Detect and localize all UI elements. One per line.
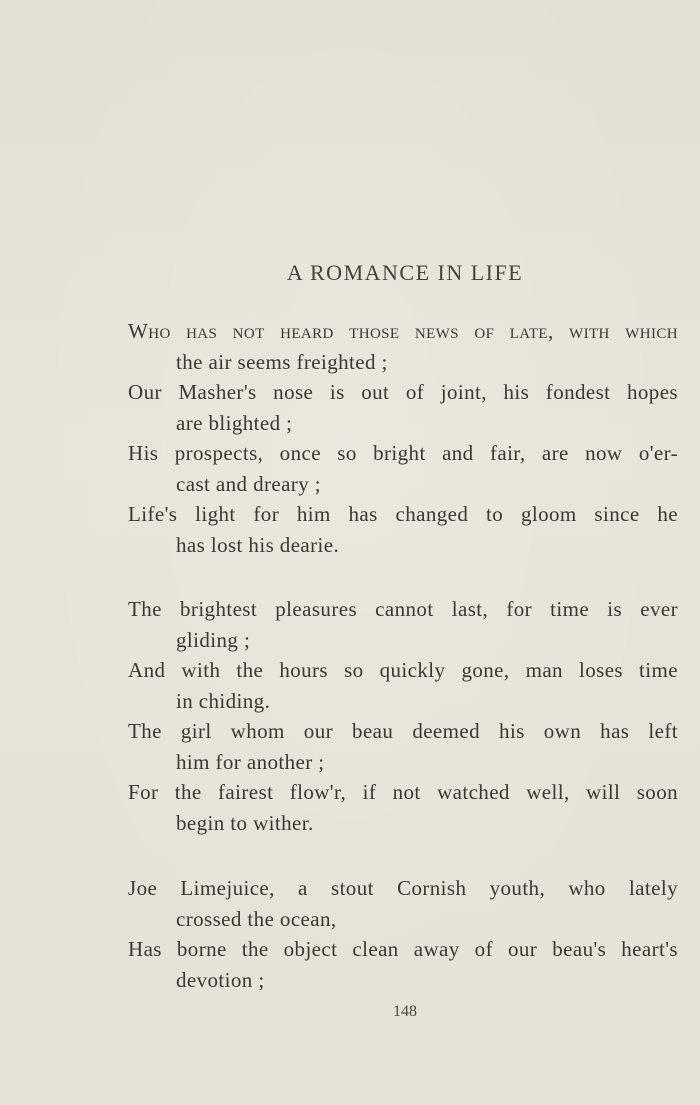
verse-line-first: Our Masher's nose is out of joint, his fondest hopes <box>128 380 678 404</box>
verse-line-continuation: the air seems freighted ; <box>176 349 388 374</box>
verse-line-continuation: begin to wither. <box>176 810 314 835</box>
stanza-2 <box>128 594 678 838</box>
verse-line-continuation: cast and dreary ; <box>176 471 321 496</box>
verse-line <box>128 873 678 934</box>
verse-line-first: Has borne the object clean away of our beau's heart's <box>128 937 678 961</box>
page-number: 148 <box>393 1003 417 1020</box>
verse-line-first: Who has not heard those news of late, with which <box>128 319 678 343</box>
verse-line-first: The girl whom our beau deemed his own has left <box>128 719 678 743</box>
stanza-1 <box>128 316 678 560</box>
verse-line-first: Joe Limejuice, a stout Cornish youth, who lately <box>128 876 678 900</box>
verse-line-first: For the fairest flow'r, if not watched well, will soon <box>128 780 678 804</box>
verse-line-continuation: has lost his dearie. <box>176 532 340 557</box>
verse-line-first: And with the hours so quickly gone, man loses time <box>128 658 678 682</box>
verse-line-continuation: are blighted ; <box>176 410 293 435</box>
verse-line <box>128 655 678 716</box>
verse-line-first: Life's light for him has changed to gloom since he <box>128 502 678 526</box>
verse-line <box>128 438 678 499</box>
verse-line-first: The brightest pleasures cannot last, for time is ever <box>128 597 678 621</box>
stanza-3 <box>128 873 678 995</box>
verse-line <box>128 934 678 995</box>
poem-title: A ROMANCE IN LIFE <box>286 260 524 285</box>
verse-line <box>128 777 678 838</box>
verse-line <box>128 377 678 438</box>
verse-line <box>128 499 678 560</box>
verse-line <box>128 594 678 655</box>
verse-line-continuation: crossed the ocean, <box>176 906 337 931</box>
verse-line-first: His prospects, once so bright and fair, are now o'er- <box>128 441 678 465</box>
verse-line-continuation: devotion ; <box>176 967 265 992</box>
verse-line-continuation: him for another ; <box>176 749 325 774</box>
verse-line-continuation: in chiding. <box>176 688 271 713</box>
verse-line-continuation: gliding ; <box>176 627 251 652</box>
verse-line <box>128 316 678 377</box>
verse-line <box>128 716 678 777</box>
